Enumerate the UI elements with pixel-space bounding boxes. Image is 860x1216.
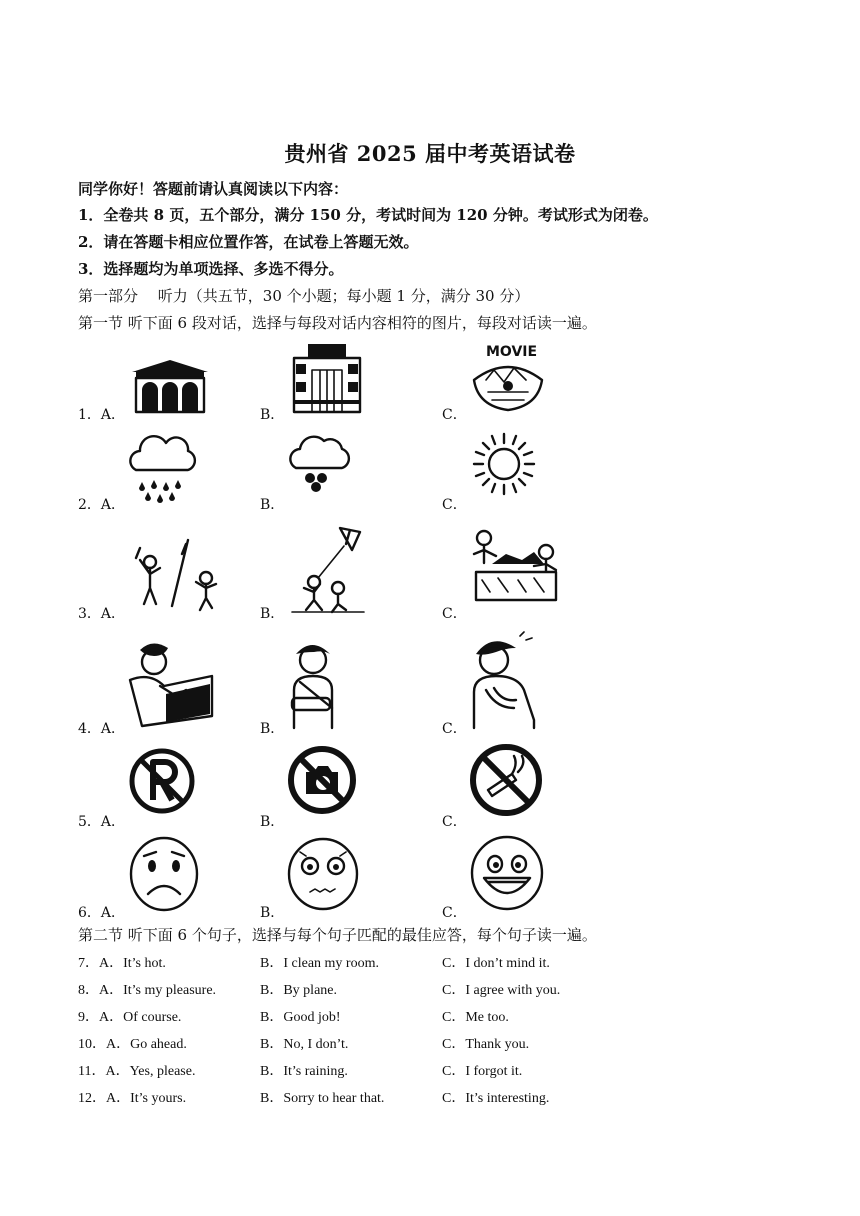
q11-option-c[interactable]: C．I forgot it. <box>442 1064 523 1079</box>
sun-icon[interactable] <box>470 430 538 498</box>
q10-option-b[interactable]: B．No, I don’t. <box>260 1037 349 1052</box>
q11-option-a[interactable]: 11．A．Yes, please. <box>78 1064 196 1079</box>
q9-option-a[interactable]: 9．A．Of course. <box>78 1010 182 1025</box>
q4-label-a: 4．A． <box>78 721 126 737</box>
rule-1: 1．全卷共 8 页，五个部分，满分 150 分，考试时间为 120 分钟。考试形式为闭卷。 <box>78 206 658 224</box>
rule-2: 2．请在答题卡相应位置作答，在试卷上答题无效。 <box>78 233 419 251</box>
q4-label-b: B． <box>260 721 285 737</box>
snow-icon[interactable] <box>286 430 352 492</box>
picnic-icon[interactable] <box>468 524 562 604</box>
q8-option-c[interactable]: C．I agree with you. <box>442 983 561 998</box>
q6-label-b: B． <box>260 905 285 921</box>
q5-label-a: 5．A． <box>78 814 126 830</box>
q4-label-c: C． <box>442 721 467 737</box>
q1-label-b: B． <box>260 407 285 423</box>
building-icon[interactable] <box>290 340 364 414</box>
restaurant-icon[interactable] <box>128 358 212 414</box>
section1-heading: 第一节 听下面 6 段对话，选择与每段对话内容相符的图片，每段对话读一遍。 <box>78 314 597 332</box>
part1-heading: 第一部分 听力（共五节，30 个小题；每小题 1 分，满分 30 分） <box>78 287 530 305</box>
q1-label-c: C． <box>442 407 467 423</box>
no-parking-icon[interactable] <box>128 746 196 816</box>
rain-icon[interactable] <box>126 430 198 504</box>
q6-label-a: 6．A． <box>78 905 126 921</box>
q2-label-c: C． <box>442 497 467 513</box>
section2-heading: 第二节 听下面 6 个句子，选择与每个句子匹配的最佳应答，每个句子读一遍。 <box>78 926 597 944</box>
q10-option-c[interactable]: C．Thank you. <box>442 1037 530 1052</box>
q1-label-a: 1．A． <box>78 407 126 423</box>
kite-icon[interactable] <box>288 522 368 614</box>
q7-option-b[interactable]: B．I clean my room. <box>260 956 379 971</box>
q12-option-c[interactable]: C．It’s interesting. <box>442 1091 550 1106</box>
sick-in-bed-icon[interactable] <box>126 636 216 728</box>
q5-label-b: B． <box>260 814 285 830</box>
stomachache-icon[interactable] <box>466 630 542 730</box>
q11-option-b[interactable]: B．It’s raining. <box>260 1064 348 1079</box>
movie-theater-icon[interactable] <box>466 340 550 412</box>
q8-option-a[interactable]: 8．A．It’s my pleasure. <box>78 983 217 998</box>
q2-label-b: B． <box>260 497 285 513</box>
q9-option-c[interactable]: C．Me too. <box>442 1010 509 1025</box>
q8-option-b[interactable]: B．By plane. <box>260 983 337 998</box>
q5-label-c: C． <box>442 814 467 830</box>
q2-label-a: 2．A． <box>78 497 126 513</box>
q3-label-a: 3．A． <box>78 606 126 622</box>
no-photos-icon[interactable] <box>286 744 358 816</box>
q3-label-b: B． <box>260 606 285 622</box>
q6-label-c: C． <box>442 905 467 921</box>
scared-face-icon[interactable] <box>286 836 360 912</box>
q12-option-a[interactable]: 12．A．It’s yours. <box>78 1091 187 1106</box>
svg-text:MOVIE: MOVIE <box>486 344 538 360</box>
q12-option-b[interactable]: B．Sorry to hear that. <box>260 1091 385 1106</box>
broken-arm-icon[interactable] <box>286 636 340 730</box>
q9-option-b[interactable]: B．Good job! <box>260 1010 341 1025</box>
greeting-text: 同学你好！答题前请认真阅读以下内容： <box>78 180 349 198</box>
rule-3: 3．选择题均为单项选择、多选不得分。 <box>78 260 344 278</box>
sad-face-icon[interactable] <box>128 834 200 912</box>
badminton-icon[interactable] <box>128 536 224 616</box>
no-smoking-icon[interactable] <box>468 742 544 818</box>
q3-label-c: C． <box>442 606 467 622</box>
q10-option-a[interactable]: 10．A．Go ahead. <box>78 1037 187 1052</box>
happy-face-icon[interactable] <box>468 834 546 912</box>
q7-option-c[interactable]: C．I don’t mind it. <box>442 956 550 971</box>
page-title: 贵州省 2025 届中考英语试卷 <box>284 141 576 166</box>
q7-option-a[interactable]: 7．A．It’s hot. <box>78 956 166 971</box>
